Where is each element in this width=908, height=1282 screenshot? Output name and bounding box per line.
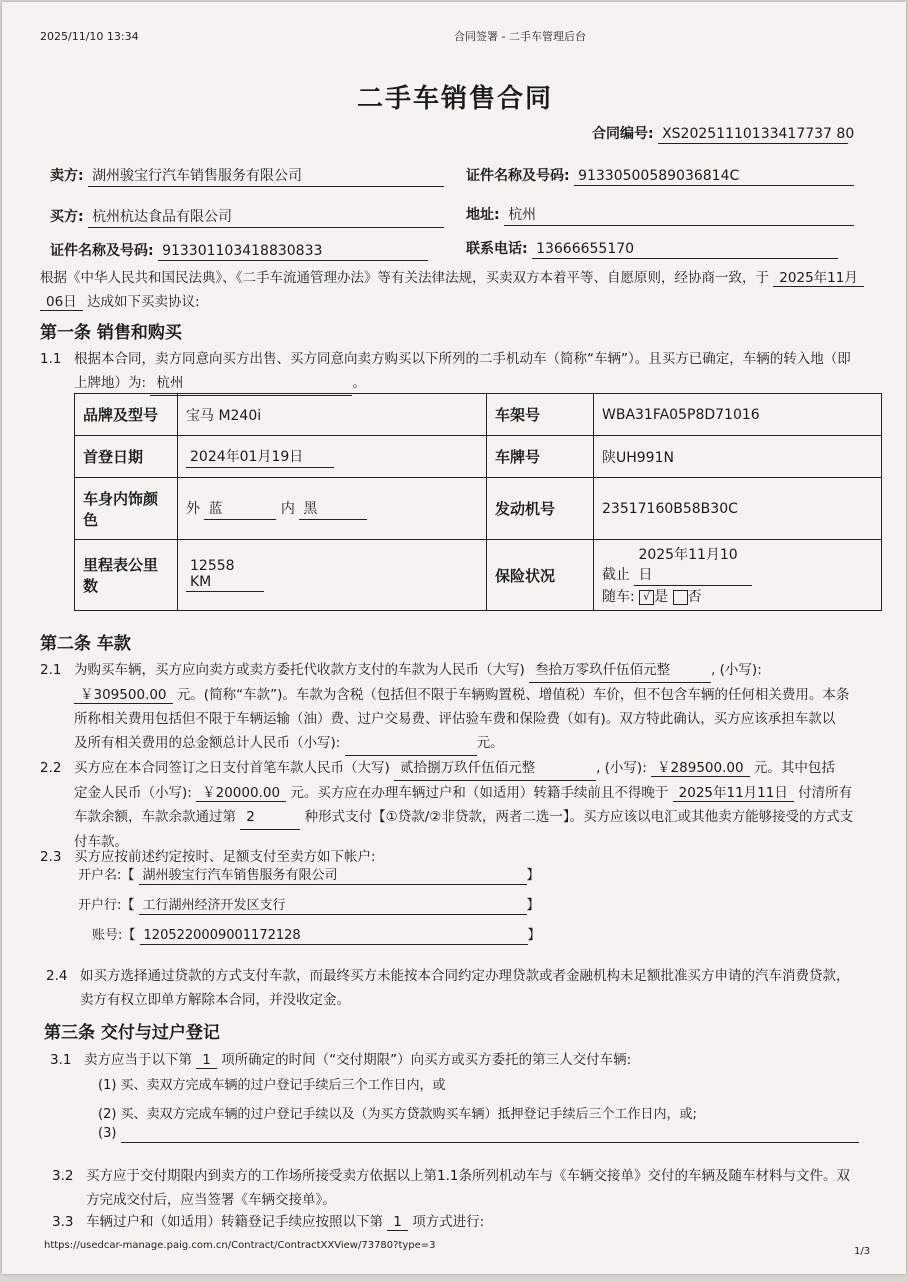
- bank-label: 开户行:【: [78, 898, 135, 913]
- clause-3-3: [52, 1210, 882, 1234]
- bank-row: [78, 894, 540, 915]
- clause-text: 付车款。: [74, 834, 128, 850]
- first-payment-lower: ￥289500.00: [651, 760, 750, 777]
- reg-date-label: 首登日期: [75, 436, 178, 478]
- reg-date-value: 2024年01月19日: [186, 446, 334, 468]
- clause-text: 元。: [476, 735, 504, 751]
- plate-label: 车牌号: [487, 436, 594, 478]
- deposit-amount: ￥20000.00: [196, 785, 286, 802]
- insurance-cell: [594, 540, 882, 611]
- account-number-label: 账号:【: [92, 928, 136, 943]
- clause-text: 上牌地）为:: [74, 375, 147, 391]
- mileage-cell: [178, 540, 487, 611]
- clause-number: 2.1: [40, 662, 62, 678]
- checkbox-no[interactable]: [673, 590, 688, 605]
- clause-text: 买方应在本合同签订之日支付首笔车款人民币（大写): [74, 760, 390, 776]
- color-label: [75, 478, 178, 540]
- checkbox-yes[interactable]: √: [639, 590, 654, 605]
- brand-value: 宝马 M240i: [178, 394, 487, 436]
- seller-name: 湖州骏宝行汽车销售服务有限公司: [88, 165, 444, 187]
- clause-text: 付清所有: [798, 785, 853, 801]
- clause-text: 元。(简称“车款”)。车款为含税（包括但不限于车辆购置税、增值税）车价，但不包含车辆的任何相关费用。本条: [176, 687, 850, 703]
- seller-id-value: 91330500589036814C: [574, 168, 854, 186]
- mileage-label-line2: 数: [83, 577, 99, 595]
- transfer-option: 1: [387, 1214, 408, 1231]
- seller-label: 卖方:: [50, 168, 84, 184]
- reg-date-cell: [178, 436, 487, 478]
- total-fee-lower: [345, 731, 477, 756]
- buyer-phone-label: 联系电话:: [466, 241, 528, 257]
- clause-text: 定金人民币（小写):: [74, 785, 192, 801]
- clause-2-4: [46, 964, 884, 1012]
- seller-id-label: 证件名称及号码:: [466, 168, 570, 184]
- buyer-row: [50, 206, 444, 228]
- option-3-label: (3): [98, 1126, 117, 1141]
- clause-text: 为购买车辆，买方应向卖方或卖方委托代收款方支付的车款为人民币（大写): [74, 662, 525, 678]
- buyer-name: 杭州杭达食品有限公司: [88, 206, 444, 228]
- engine-label: 发动机号: [487, 478, 594, 540]
- checkbox-no-label: 否: [687, 589, 702, 605]
- account-number-value: 1205220009001172128: [140, 928, 528, 945]
- buyer-address-row: [466, 204, 854, 226]
- brand-label: 品牌及型号: [75, 394, 178, 436]
- table-row: [75, 394, 882, 436]
- clause-3-1: [50, 1048, 884, 1072]
- engine-value: 23517160B58B30C: [594, 478, 882, 540]
- clause-number: 2.3: [40, 849, 62, 865]
- insurance-prefix: 截止: [602, 567, 630, 583]
- clause-text: 车辆过户和（如适用）转籍登记手续应按照以下第: [86, 1214, 383, 1230]
- vin-value: WBA31FA05P8D71016: [594, 394, 882, 436]
- clause-text: 根据本合同，卖方同意向买方出售、买方同意向卖方购买以下所列的二手机动车（简称“车辆”）。且买方已确定，车辆的转入地（即: [74, 351, 851, 367]
- seller-row: [50, 165, 444, 187]
- contract-title: 二手车销售合同: [357, 84, 554, 114]
- buyer-address-value: 杭州: [504, 204, 854, 226]
- clause-text: 项所确定的时间（“交付期限”）向买方或买方委托的第三人交付车辆:: [221, 1052, 632, 1068]
- option-3: [98, 1126, 859, 1143]
- checkbox-yes-label: 是: [654, 589, 669, 605]
- exterior-color: 蓝: [204, 498, 276, 520]
- clause-number: 1.1: [40, 351, 62, 367]
- vin-label: 车架号: [487, 394, 594, 436]
- intro-date-month: 2025年11月: [773, 270, 864, 287]
- clause-text: 方完成交付后，应当签署《车辆交接单》。: [86, 1192, 336, 1208]
- interior-prefix: 内: [280, 500, 295, 517]
- account-name-label: 开户名:【: [78, 868, 135, 883]
- intro-text-end: 达成如下买卖协议:: [86, 294, 200, 310]
- contract-number: [592, 123, 855, 144]
- account-name-row: [78, 864, 540, 885]
- section-3-title: 第三条 交付与过户登记: [44, 1023, 220, 1043]
- table-row: [75, 540, 882, 611]
- total-price-upper: 叁拾万零玖仟伍佰元整: [529, 658, 711, 683]
- table-row: [75, 478, 882, 540]
- clause-text: 买方应于交付期限内到卖方的工作场所接受卖方依据以上第1.1条所列机动车与《车辆交接单》交付的车辆及随车材料与文件。双: [86, 1168, 850, 1184]
- clause-2-1: [40, 658, 884, 756]
- clause-text: 及所有相关费用的总金额总计人民币（小写):: [74, 735, 341, 751]
- payment-method: 2: [240, 805, 300, 830]
- intro-date-day: 06日: [40, 294, 83, 311]
- insurance-follow-label: 随车:: [602, 589, 635, 605]
- color-cell: [178, 478, 487, 540]
- clause-text: , (小写):: [596, 760, 647, 776]
- insurance-label: 保险状况: [487, 540, 594, 611]
- buyer-id-value: 913301103418830833: [158, 243, 428, 261]
- clause-number: 3.1: [50, 1052, 72, 1068]
- buyer-id-row: [50, 240, 428, 261]
- mileage-label-line1: 里程表公里: [83, 556, 159, 574]
- clause-number: 2.2: [40, 760, 62, 776]
- contract-number-value: XS20251110133417737 80: [658, 126, 848, 144]
- clause-text: 元。其中包括: [753, 760, 835, 776]
- clause-text: 车款余额，车款余款通过第: [74, 809, 236, 825]
- intro-text: 根据《中华人民共和国民法典》、《二手车流通管理办法》等有关法律法规，买卖双方本着平等、自愿原则，经协商一致，于: [40, 270, 769, 286]
- bank-value: 工行湖州经济开发区支行: [139, 894, 527, 915]
- mileage-label: [75, 540, 178, 611]
- clause-text: 种形式支付【①贷款/②非贷款，两者二选一】。买方应该以电汇或其他卖方能够接受的方式支: [304, 809, 854, 825]
- section-2-title: 第二条 车款: [40, 634, 131, 654]
- buyer-phone-row: [466, 238, 838, 259]
- clause-2-2: [40, 756, 884, 854]
- color-label-line2: 色: [83, 510, 99, 529]
- clause-text: , (小写):: [711, 662, 762, 678]
- vehicle-table: [74, 393, 882, 611]
- buyer-label: 买方:: [50, 209, 84, 225]
- clause-3-2: [52, 1164, 882, 1212]
- section-1-title: 第一条 销售和购买: [40, 323, 182, 343]
- option-1: (1) 买、卖双方完成车辆的过户登记手续后三个工作日内，或: [98, 1078, 446, 1093]
- clause-number: 3.3: [52, 1214, 74, 1230]
- contract-number-label: 合同编号:: [592, 126, 654, 142]
- insurance-date: 2025年11月10日: [634, 544, 752, 586]
- color-label-line1: 车身内饰颜: [83, 489, 159, 508]
- clause-number: 3.2: [52, 1168, 74, 1184]
- clause-text: 买方应按前述约定按时、足额支付至卖方如下帐户:: [74, 849, 376, 865]
- interior-color: 黑: [299, 498, 367, 520]
- footer-url: https://usedcar-manage.paig.com.cn/Contract/ContractXXView/73780?type=3: [44, 1240, 436, 1251]
- option-2: (2) 买、卖双方完成车辆的过户登记手续以及（为买方贷款购买车辆）抵押登记手续后三个工作日内，或;: [98, 1107, 697, 1122]
- mileage-value: 12558 KM: [186, 558, 264, 592]
- seller-id-row: [466, 165, 854, 186]
- plate-value: 陕UH991N: [594, 436, 882, 478]
- clause-text: 卖方有权立即单方解除本合同，并没收定金。: [80, 992, 350, 1008]
- delivery-option: 1: [196, 1052, 217, 1069]
- print-timestamp: 2025/11/10 13:34: [40, 30, 139, 43]
- clause-text: 。: [352, 375, 366, 391]
- exterior-prefix: 外: [186, 500, 200, 517]
- clause-text: 卖方应当于以下第: [84, 1052, 192, 1068]
- clause-text: 所称相关费用包括但不限于车辆运输（油）费、过户交易费、评估验车费和保险费（如有)。双方特此确认，买方应该承担车款以: [74, 711, 836, 727]
- buyer-phone-value: 13666655170: [532, 241, 838, 259]
- bracket: 】: [526, 868, 540, 883]
- final-payment-date: 2025年11月11日: [673, 785, 794, 802]
- contract-page: [2, 2, 906, 1274]
- option-3-blank: [121, 1126, 859, 1143]
- page-number: 1/3: [854, 1246, 871, 1257]
- first-payment-upper: 贰拾捌万玖仟伍佰元整: [394, 756, 596, 781]
- buyer-address-label: 地址:: [466, 207, 500, 223]
- bracket: 】: [526, 898, 540, 913]
- table-row: [75, 436, 882, 478]
- clause-text: 元。买方应在办理车辆过户和（如适用）转籍手续前且不得晚于: [290, 785, 669, 801]
- clause-text: 项方式进行:: [412, 1214, 485, 1230]
- register-city: 杭州: [150, 371, 352, 396]
- clause-1-1: [40, 347, 884, 396]
- account-number-row: [92, 924, 541, 945]
- intro-paragraph: [40, 266, 885, 314]
- print-app-title: 合同签署 - 二手车管理后台: [454, 30, 586, 43]
- account-name-value: 湖州骏宝行汽车销售服务有限公司: [139, 864, 527, 885]
- bracket: 】: [527, 928, 541, 943]
- clause-number: 2.4: [46, 968, 68, 984]
- total-price-lower: ￥309500.00: [74, 687, 173, 704]
- buyer-id-label: 证件名称及号码:: [50, 243, 154, 259]
- clause-text: 如买方选择通过贷款的方式支付车款，而最终买方未能按本合同约定办理贷款或者金融机构未足额批准买方申请的汽车消费贷款，: [80, 968, 850, 984]
